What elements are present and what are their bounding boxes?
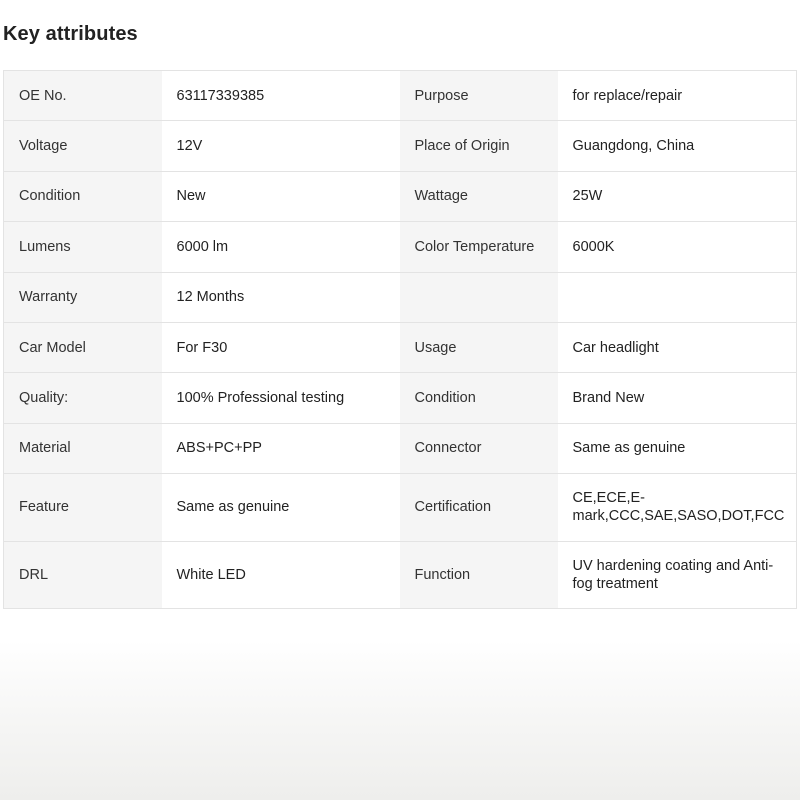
attribute-key: OE No. [4, 71, 162, 121]
attribute-value: ABS+PC+PP [162, 423, 400, 473]
attribute-key: Usage [400, 322, 558, 372]
table-row [4, 121, 797, 171]
attribute-key: Place of Origin [400, 121, 558, 171]
attribute-value: Car headlight [558, 322, 797, 372]
table-row [4, 373, 797, 423]
table-row [4, 541, 797, 609]
attribute-value: Brand New [558, 373, 797, 423]
attribute-key: Wattage [400, 171, 558, 221]
attribute-key: Condition [400, 373, 558, 423]
table-row [4, 171, 797, 221]
attribute-key: Lumens [4, 222, 162, 272]
attribute-key: Condition [4, 171, 162, 221]
attribute-key [400, 272, 558, 322]
table-row [4, 222, 797, 272]
attribute-value: for replace/repair [558, 71, 797, 121]
attribute-value: 12V [162, 121, 400, 171]
key-attributes-table [3, 70, 797, 609]
attribute-key: Quality: [4, 373, 162, 423]
table-row [4, 474, 797, 542]
attribute-value: New [162, 171, 400, 221]
attribute-key: Feature [4, 474, 162, 542]
table-row [4, 423, 797, 473]
table-row [4, 71, 797, 121]
table-row [4, 272, 797, 322]
attribute-value: 100% Professional testing [162, 373, 400, 423]
attribute-value: 12 Months [162, 272, 400, 322]
attribute-key: Voltage [4, 121, 162, 171]
attribute-key: Warranty [4, 272, 162, 322]
attribute-key: Purpose [400, 71, 558, 121]
attribute-value: White LED [162, 541, 400, 609]
attribute-key: Function [400, 541, 558, 609]
table-row [4, 322, 797, 372]
attribute-value: 25W [558, 171, 797, 221]
attribute-value [558, 272, 797, 322]
attribute-key: Color Temperature [400, 222, 558, 272]
attribute-value: Same as genuine [558, 423, 797, 473]
attribute-key: Car Model [4, 322, 162, 372]
attribute-key: Connector [400, 423, 558, 473]
attribute-key: DRL [4, 541, 162, 609]
attribute-value: For F30 [162, 322, 400, 372]
attribute-value: Guangdong, China [558, 121, 797, 171]
attribute-value: UV hardening coating and Anti-fog treatment [558, 541, 797, 609]
attribute-key: Certification [400, 474, 558, 542]
attribute-value: 6000 lm [162, 222, 400, 272]
attribute-value: 63117339385 [162, 71, 400, 121]
section-title: Key attributes [3, 23, 138, 45]
attribute-value: Same as genuine [162, 474, 400, 542]
attribute-value: 6000K [558, 222, 797, 272]
attribute-value: CE,ECE,E-mark,CCC,SAE,SASO,DOT,FCC [558, 474, 797, 542]
attribute-key: Material [4, 423, 162, 473]
